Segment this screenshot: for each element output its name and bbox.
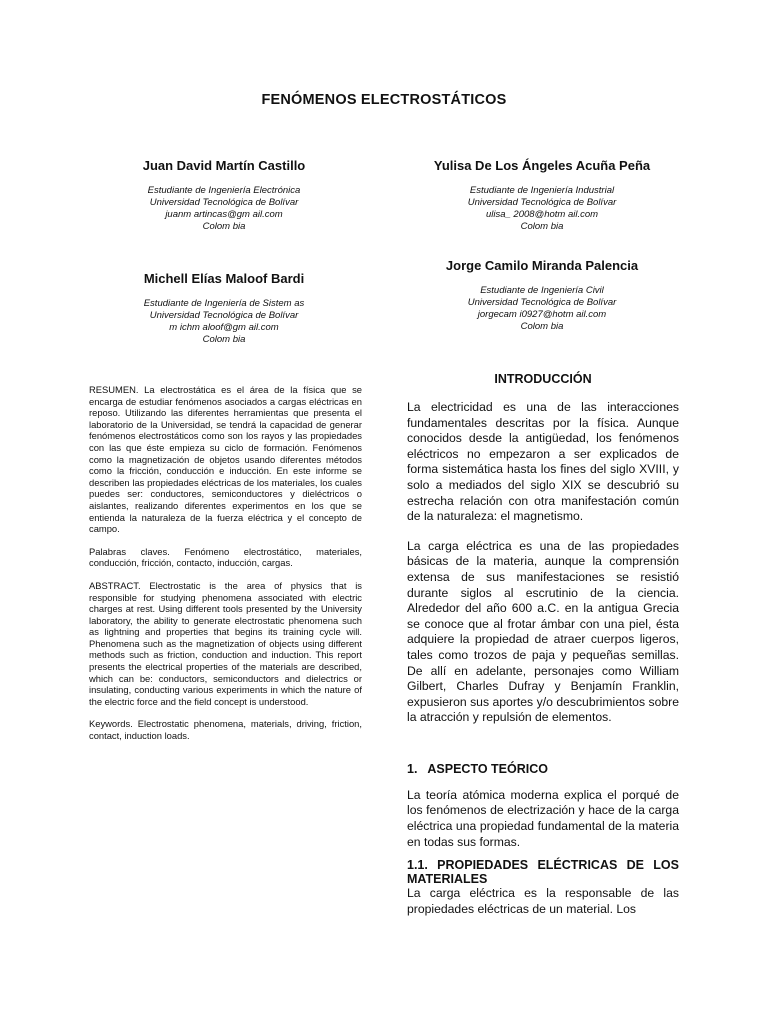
aspecto-teorico-heading: 1. ASPECTO TEÓRICO [407,761,548,776]
author-block-4 [412,258,672,333]
author-email: m ichm aloof@gm ail.com [169,322,279,333]
author-university: Universidad Tecnológica de Bolívar [467,197,617,208]
paper-title: FENÓMENOS ELECTROSTÁTICOS [261,92,507,108]
author-block-3 [99,271,349,346]
author-country: Colom bia [202,221,246,232]
author-name: Jorge Camilo Miranda Palencia [445,258,639,273]
author-name: Yulisa De Los Ángeles Acuña Peña [433,158,651,173]
palabras-claves-paragraph: Palabras claves. Fenómeno electrostático, materiales, conducción, fricción, contacto, inducción, cargas. [89,545,362,569]
author-affiliation: Estudiante de Ingeniería Electrónica [147,185,301,196]
author-affiliation: Estudiante de Ingeniería Civil [480,285,604,296]
right-column [407,372,679,931]
author-email: ulisa_ 2008@hotm ail.com [485,209,599,220]
author-university: Universidad Tecnológica de Bolívar [149,310,299,321]
aspecto-teorico-paragraph: La teoría atómica moderna explica el porqué de los fenómenos de electrización y hace de la carga eléctrica una propiedad fundamental de la materia en todas sus formas. [407,787,679,849]
propiedades-electricas-heading: 1.1. PROPIEDADES ELÉCTRICAS DE LOS MATERIALES [407,858,679,887]
author-email: jorgecam i0927@hotm ail.com [477,309,607,320]
author-block-2 [412,158,672,233]
author-affiliation: Estudiante de Ingeniería Industrial [469,185,615,196]
author-affiliation: Estudiante de Ingeniería de Sistem as [143,298,305,309]
author-block-1 [99,158,349,233]
introduction-heading: INTRODUCCIÓN [494,372,592,386]
propiedades-electricas-paragraph: La carga eléctrica es la responsable de las propiedades eléctricas de un material. Los [407,886,679,916]
author-country: Colom bia [202,334,246,345]
author-name: Juan David Martín Castillo [142,158,306,173]
author-country: Colom bia [520,221,564,232]
left-column [89,384,362,753]
introduction-paragraph-1: La electricidad es una de las interacciones fundamentales descritas por la física. Aunque conocidos desde la antigüedad, los fenómenos eléctricos no empezaron a ser explicados de forma sistemática hasta los fines del siglo XVIII, y solo a mediados del siglo XIX se descubrió su estrecha relación con otra manifestación común de la naturaleza: el magnetismo. [407,400,679,524]
author-university: Universidad Tecnológica de Bolívar [149,197,299,208]
introduction-paragraph-2: La carga eléctrica es una de las propiedades básicas de la materia, aunque la comprensión extensa de sus manifestaciones se resistió durante siglos al escrutinio de la ciencia. Alrededor del año 600 a.C. en la antigua Grecia se conoce que al frotar ámbar con una piel, ésta adquiere la propiedad de atraer cuerpos ligeros, tales como trozos de paja y pequeñas semillas. De allí en adelante, personajes como William Gilbert, Charles Dufray y Benjamín Franklin, expusieron sus aportes y/o descubrimientos sobre la atracción y repulsión de elementos. [407,538,679,725]
resumen-paragraph: RESUMEN. La electrostática es el área de la física que se encarga de estudiar fenómenos asociados a cargas eléctricas en reposo. Utilizando las diferentes herramientas que presenta el laboratorio de la Universidad, se tendrá la capacidad de generar fenómenos electrostáticos como son los rayos y las propiedades con las que éste empieza su ciclo de formación. Fenómenos como la magnetización de objetos usando diferentes métodos como la fricción, conducción e inducción. En este informe se describen las propiedades eléctricas de los materiales, los cuales puedes ser: conductores, semiconductores y dieléctricos o aislantes, realizando diferentes experimentos en los que se entienda la naturaleza de la fuerza eléctrica y el concepto de campo. [89,384,362,535]
author-email: juanm artincas@gm ail.com [165,209,283,220]
author-university: Universidad Tecnológica de Bolívar [467,297,617,308]
author-name: Michell Elías Maloof Bardi [143,271,305,286]
author-country: Colom bia [520,321,564,332]
keywords-paragraph: Keywords. Electrostatic phenomena, materials, driving, friction, contact, induction loads. [89,718,362,742]
abstract-paragraph: ABSTRACT. Electrostatic is the area of physics that is responsible for studying phenomena associated with electric charges at rest. Using different tools presented by the University laboratory, the ability to generate electrostatic phenomena such as lightning and properties that begins its training cycle will. Phenomena such as the magnetization of objects using different methods such as friction, conduction and induction. This report presents the electrical properties of the materials are described, which can be: conductors, semiconductors and dielectrics or insulating, conducting various experiments in which the nature of the electric force and the field concept is understood. [89,579,362,707]
